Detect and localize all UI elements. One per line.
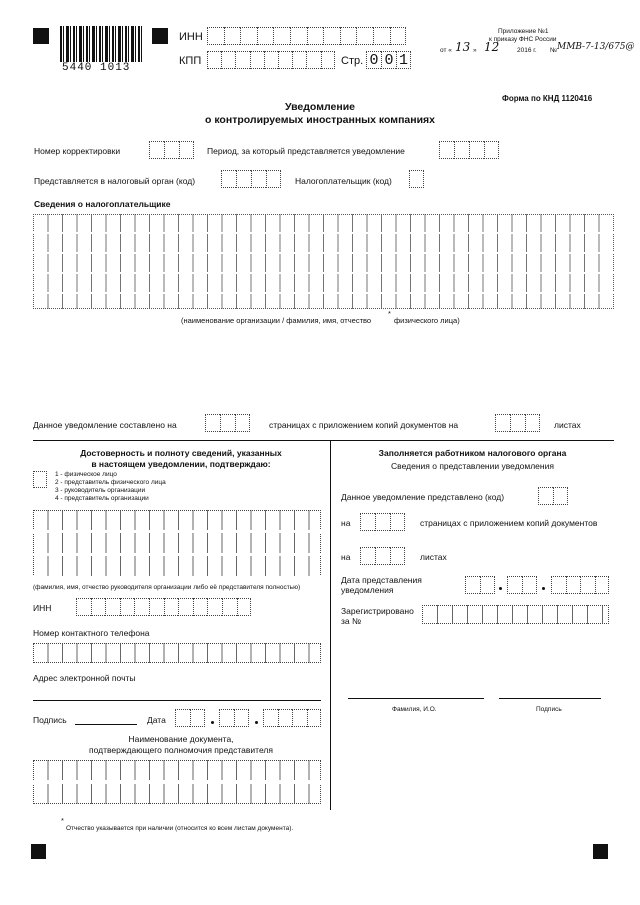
email-label: Адрес электронной почты — [33, 673, 136, 683]
barcode-number: 5440 1013 — [62, 62, 131, 74]
phone-cells[interactable] — [33, 643, 321, 663]
page-label: Стр. — [341, 55, 364, 67]
office-sheets-label: листах — [420, 552, 447, 562]
appendix-no: № — [550, 47, 557, 54]
signer-option: 1 - физическое лицо — [55, 471, 117, 478]
appendix-ot: от « — [440, 47, 452, 54]
taxpayer-label: Налогоплательщик (код) — [295, 176, 392, 186]
authority-document-grid[interactable] — [33, 760, 321, 804]
pages-middle: страницах с приложением копий документов на — [269, 420, 459, 430]
registered-label-1: Зарегистрировано — [341, 606, 414, 616]
tax-office-heading: Заполняется работником налогового органа — [378, 448, 567, 458]
correction-label: Номер корректировки — [34, 146, 121, 156]
signer-inn-cells[interactable] — [76, 598, 252, 616]
attachments-count-cells[interactable] — [495, 414, 540, 432]
corner-marker-bottom-right — [593, 844, 608, 859]
period-label: Период, за который представляется уведомление — [207, 146, 405, 156]
fio-caption: (фамилия, имя, отчество руководителя организации либо её представителя полностью) — [33, 584, 301, 591]
confirm-heading-1: Достоверность и полноту сведений, указанных — [80, 448, 282, 458]
taxpayer-code-cell[interactable] — [409, 170, 424, 188]
pages-count-cells[interactable] — [205, 414, 250, 432]
date-separator — [542, 587, 545, 590]
pages-prefix: Данное уведомление составлено на — [33, 420, 177, 430]
signer-option: 4 - представитель организации — [55, 495, 149, 502]
submission-year-cells[interactable] — [551, 576, 609, 594]
signer-option: 3 - руководитель организации — [55, 487, 146, 494]
appendix-year: 2016 г. — [517, 47, 537, 54]
tax-authority-cells[interactable] — [221, 170, 281, 188]
office-pages-cells[interactable] — [360, 513, 405, 531]
title-line-2: о контролируемых иностранных компаниях — [204, 114, 436, 126]
sign-label: Подпись — [33, 715, 67, 725]
date-separator — [211, 721, 214, 724]
page-number-cells[interactable] — [366, 51, 411, 69]
correction-cells[interactable] — [149, 141, 194, 159]
tax-authority-label: Представляется в налоговый орган (код) — [34, 176, 196, 186]
submission-month-cells[interactable] — [507, 576, 537, 594]
inn-cells[interactable] — [207, 27, 407, 45]
appendix-line-2: к приказу ФНС России — [489, 36, 557, 43]
office-sign-caption: Подпись — [536, 706, 562, 713]
signer-inn-label: ИНН — [33, 603, 52, 613]
sign-line[interactable] — [75, 724, 137, 725]
corner-marker-top-right — [152, 28, 168, 44]
taxpayer-info-heading: Сведения о налогоплательщике — [34, 199, 171, 209]
date-separator — [255, 721, 258, 724]
date-month-cells[interactable] — [219, 709, 249, 727]
pages-suffix: листах — [554, 420, 581, 430]
barcode — [60, 26, 144, 62]
corner-marker-top-left — [33, 28, 49, 44]
appendix-quote: » — [473, 47, 477, 54]
office-sheets-cells[interactable] — [360, 547, 405, 565]
signer-option: 2 - представитель физического лица — [55, 479, 166, 486]
appendix-number: ММВ-7-13/675@ — [557, 42, 635, 52]
doc-heading-2: подтверждающего полномочия представителя — [89, 745, 273, 755]
kpp-cells[interactable] — [207, 51, 335, 69]
page-digit: 0 — [381, 51, 396, 69]
confirm-heading-2: в настоящем уведомлении, подтверждаю: — [91, 459, 271, 469]
date-day-cells[interactable] — [175, 709, 205, 727]
corner-marker-bottom-left — [31, 844, 46, 859]
surname-caption: Фамилия, И.О. — [392, 706, 437, 713]
registered-label-2: за № — [341, 616, 362, 626]
phone-label: Номер контактного телефона — [33, 628, 150, 638]
submission-date-label-1: Дата представления — [341, 575, 422, 585]
email-line[interactable] — [33, 700, 321, 701]
office-sign-line[interactable] — [499, 698, 601, 699]
page-digit: 0 — [366, 51, 381, 69]
appendix-day: 13 — [455, 40, 471, 54]
page-digit: 1 — [396, 51, 411, 69]
taxpayer-info-grid[interactable] — [33, 214, 614, 309]
inn-label: ИНН — [179, 31, 203, 43]
column-divider — [330, 440, 331, 810]
kpp-label: КПП — [179, 55, 202, 67]
title-line-1: Уведомление — [284, 101, 355, 113]
submitted-code-cells[interactable] — [538, 487, 568, 505]
appendix-month: 12 — [484, 40, 500, 54]
signer-type-cell[interactable] — [33, 471, 47, 488]
name-caption: (наименование организации / фамилия, имя, отчество — [181, 316, 372, 325]
surname-line[interactable] — [348, 698, 484, 699]
name-caption-tail: физического лица) — [394, 316, 460, 325]
footnote: Отчество указывается при наличии (относится ко всем листам документа). — [66, 825, 294, 832]
date-separator — [499, 587, 502, 590]
on-label-2: на — [341, 552, 351, 562]
section-divider — [33, 440, 614, 441]
signer-fio-grid[interactable] — [33, 510, 321, 577]
doc-heading-1: Наименование документа, — [128, 734, 234, 744]
tax-office-subheading: Сведения о представлении уведомления — [391, 461, 554, 471]
submission-date-label-2: уведомления — [341, 585, 394, 595]
office-pages-label: страницах с приложением копий документов — [420, 518, 598, 528]
appendix-line-1: Приложение №1 — [498, 28, 549, 35]
registration-number-cells[interactable] — [422, 605, 609, 624]
form-code: Форма по КНД 1120416 — [502, 94, 593, 103]
date-label: Дата — [147, 715, 166, 725]
date-year-cells[interactable] — [263, 709, 321, 727]
footnote-star: * — [61, 816, 64, 825]
on-label: на — [341, 518, 351, 528]
submitted-label: Данное уведомление представлено (код) — [341, 492, 505, 502]
name-caption-star: * — [388, 309, 391, 318]
submission-day-cells[interactable] — [465, 576, 495, 594]
period-cells[interactable] — [439, 141, 499, 159]
